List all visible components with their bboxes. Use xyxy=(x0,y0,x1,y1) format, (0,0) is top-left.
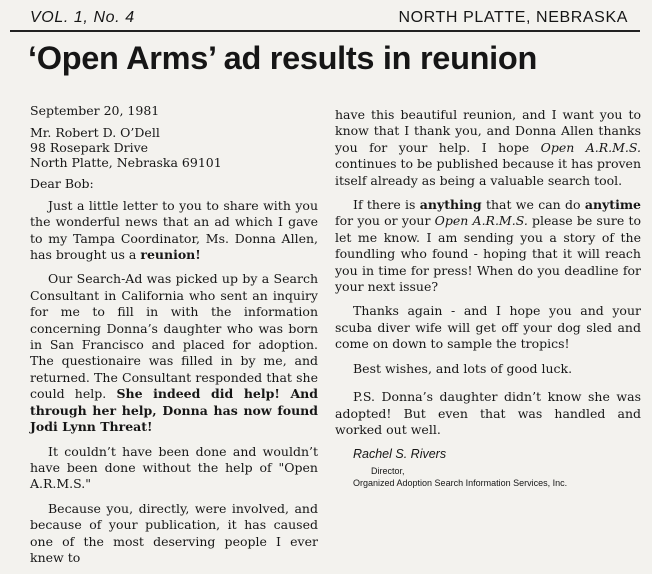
p4-text-end: continues to be published because it has proven itself already as being a valuable search tool. xyxy=(335,156,641,188)
column-right xyxy=(335,107,641,489)
closing: Best wishes, and lots of good luck. xyxy=(353,360,573,376)
p5-text-3: for you or your xyxy=(335,213,435,229)
signature-block xyxy=(353,446,641,488)
p1-text: Just a little letter to you to share with you the wonderful news that an ad which I gave to my Tampa Coordinator, Ms. Donna Allen, has brought us a xyxy=(30,197,318,263)
paragraph-4-continued xyxy=(335,107,641,189)
p5-bold-1: anything xyxy=(419,197,482,213)
p5-text-4: please be sure to let me know. I am sending you a story of the foundling who found - hoping that it will reach you in time for press! When do you deadline for your next issue? xyxy=(335,213,642,295)
p4-text: have this beautiful reunion, and I want you to know that I thank you, and Donna Allen thanks you for your help. I hope xyxy=(335,107,641,155)
paragraph-5 xyxy=(335,197,641,295)
p4-italic: Open A.R.M.S. xyxy=(540,139,642,155)
column-left xyxy=(30,103,318,574)
paragraph-6: Thanks again - and I hope you and your scuba diver wife will get off your dog sled and come on down to sample the tropics! xyxy=(335,303,641,352)
p2-bold: She indeed did help! And through her help, Donna has now found Jodi Lynn Threat! xyxy=(30,386,318,435)
paragraph-2 xyxy=(30,271,318,435)
p1-bold: reunion! xyxy=(140,247,201,263)
address-block xyxy=(30,125,318,170)
address-line: Mr. Robert D. O’Dell xyxy=(30,125,160,141)
p5-text: If there is xyxy=(353,197,420,213)
address-line: North Platte, Nebraska 69101 xyxy=(30,155,222,171)
salutation: Dear Bob: xyxy=(30,176,94,192)
signature-org: Organized Adoption Search Information Services, Inc. xyxy=(353,477,568,488)
letter-date: September 20, 1981 xyxy=(30,103,160,118)
masthead xyxy=(10,4,640,32)
p5-text-2: that we can do xyxy=(481,197,585,213)
location: NORTH PLATTE, NEBRASKA xyxy=(398,9,628,26)
signature-name: Rachel S. Rivers xyxy=(353,447,447,462)
paragraph-4-start: Because you, directly, were involved, and because of your publication, it has caused one of the most deserving people I ever knew to xyxy=(30,500,318,565)
paragraph-1 xyxy=(30,198,318,264)
p2-text: Our Search-Ad was picked up by a Search Consultant in California who sent an inquiry for me to fill in with the information concerning Donna’s daughter who was born in San Francisco and placed for adoption. The questionaire was filled in by me, and returned. The Consultant responded that she could help. xyxy=(30,271,318,402)
signature-title: Director, xyxy=(371,465,405,476)
p5-bold-2: anytime xyxy=(584,197,642,213)
volume-issue: VOL. 1, No. 4 xyxy=(30,9,135,26)
p5-italic: Open A.R.M.S. xyxy=(434,213,528,229)
postscript: P.S. Donna’s daughter didn’t know she was adopted! But even that was handled and worked out well. xyxy=(335,389,641,437)
paragraph-3: It couldn’t have been done and wouldn’t have been done without the help of "Open A.R.M.S." xyxy=(30,443,318,492)
address-line: 98 Rosepark Drive xyxy=(30,140,149,156)
headline: ‘Open Arms’ ad results in reunion xyxy=(28,40,538,76)
